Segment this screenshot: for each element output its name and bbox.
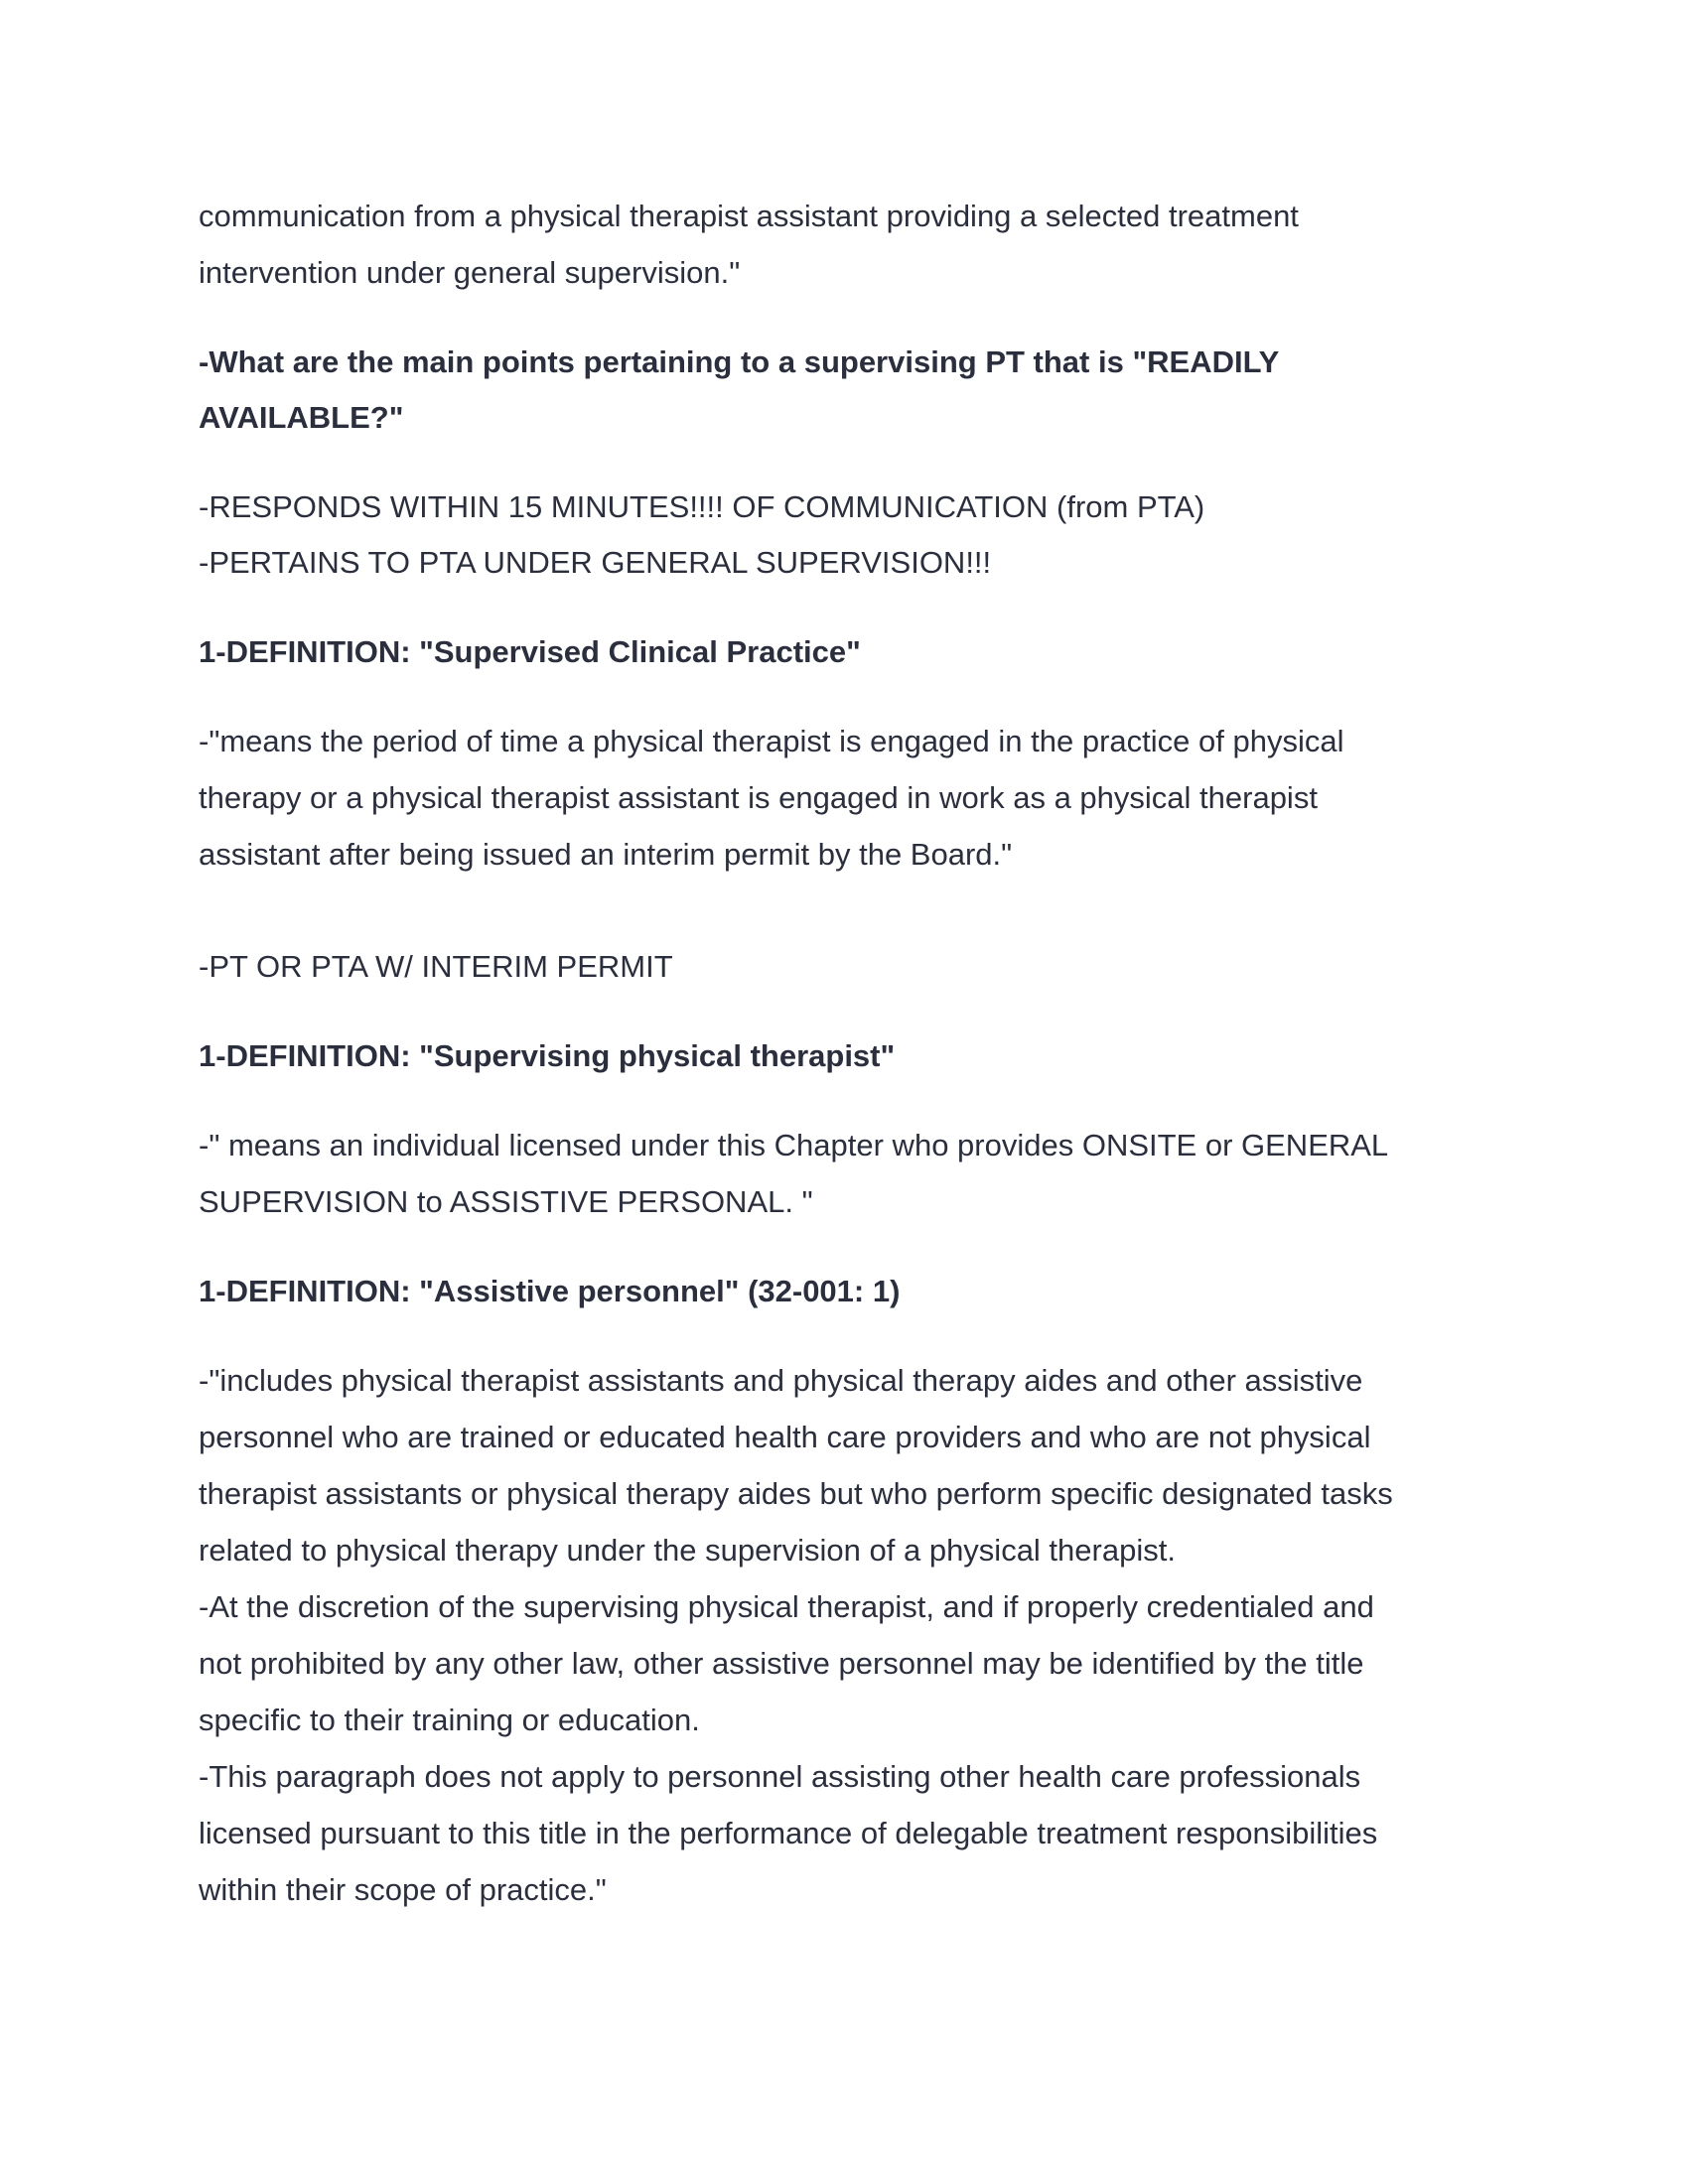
definition-line: licensed pursuant to this title in the performance of delegable treatment responsibilities bbox=[199, 1816, 1378, 1850]
definition-line: -At the discretion of the supervising physical therapist, and if properly credentialed and bbox=[199, 1589, 1374, 1624]
definition-line: -"means the period of time a physical therapist is engaged in the practice of physical bbox=[199, 724, 1344, 758]
definition-line: assistant after being issued an interim permit by the Board." bbox=[199, 837, 1013, 872]
definition-heading: 1-DEFINITION: "Supervised Clinical Practice" bbox=[199, 634, 861, 669]
question-heading: AVAILABLE?" bbox=[199, 400, 404, 435]
definition-line: related to physical therapy under the supervision of a physical therapist. bbox=[199, 1533, 1176, 1568]
definition-line: not prohibited by any other law, other assistive personnel may be identified by the title bbox=[199, 1646, 1364, 1681]
definition-line: -This paragraph does not apply to personnel assisting other health care professionals bbox=[199, 1759, 1361, 1794]
definition-line: within their scope of practice." bbox=[199, 1872, 607, 1907]
intro-line: intervention under general supervision." bbox=[199, 255, 741, 290]
question-heading: -What are the main points pertaining to a supervising PT that is "READILY bbox=[199, 344, 1280, 379]
definition-line: therapy or a physical therapist assistant is engaged in work as a physical therapist bbox=[199, 780, 1318, 815]
intro-line: communication from a physical therapist assistant providing a selected treatment bbox=[199, 199, 1299, 233]
definition-line: personnel who are trained or educated health care providers and who are not physical bbox=[199, 1420, 1371, 1454]
definition-line: specific to their training or education. bbox=[199, 1703, 700, 1737]
definition-line: SUPERVISION to ASSISTIVE PERSONAL. " bbox=[199, 1184, 813, 1219]
definition-heading: 1-DEFINITION: "Supervising physical therapist" bbox=[199, 1038, 896, 1073]
definition-line: -" means an individual licensed under this Chapter who provides ONSITE or GENERAL bbox=[199, 1128, 1389, 1162]
answer-line: -RESPONDS WITHIN 15 MINUTES!!!! OF COMMUNICATION (from PTA) bbox=[199, 489, 1205, 524]
answer-line: -PERTAINS TO PTA UNDER GENERAL SUPERVISION!!! bbox=[199, 545, 992, 580]
definition-heading: 1-DEFINITION: "Assistive personnel" (32-001: 1) bbox=[199, 1274, 901, 1308]
definition-line: -"includes physical therapist assistants and physical therapy aides and other assistive bbox=[199, 1363, 1363, 1398]
definition-note: -PT OR PTA W/ INTERIM PERMIT bbox=[199, 949, 673, 984]
definition-line: therapist assistants or physical therapy aides but who perform specific designated tasks bbox=[199, 1476, 1393, 1511]
